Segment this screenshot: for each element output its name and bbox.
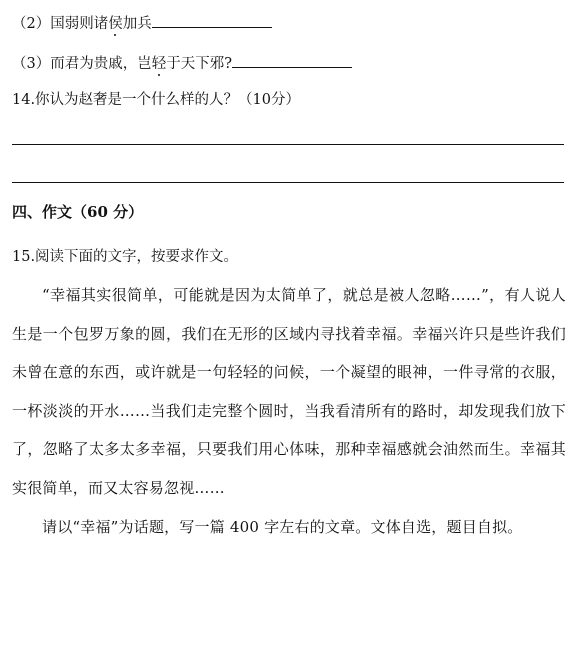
question-2-suffix: 加兵 <box>122 16 152 32</box>
question-14 <box>12 90 300 110</box>
question-14-text: 14.你认为赵奢是一个什么样的人？（10分） <box>12 92 301 108</box>
question-3 <box>12 52 352 74</box>
section-4-title-text: 四、作文（60 分） <box>12 203 144 221</box>
question-2-prefix: （2）国弱则诸 <box>12 16 109 32</box>
answer-line-1[interactable] <box>12 144 564 145</box>
essay-instruction: 请以“幸福”为话题，写一篇 400 字左右的文章。文体自选，题目自拟。 <box>42 518 523 536</box>
question-15-prompt <box>12 247 238 267</box>
question-3-prefix: （3）而君为贵戚，岂 <box>12 56 152 72</box>
question-2-answer-blank[interactable] <box>152 12 272 28</box>
question-2 <box>12 12 272 34</box>
question-3-suffix: 于天下邪? <box>166 56 233 72</box>
question-2-dotted-char: 侯 <box>108 16 123 32</box>
answer-line-2[interactable] <box>12 182 564 183</box>
question-3-answer-blank[interactable] <box>232 52 352 68</box>
essay-passage: “幸福其实很简单，可能就是因为太简单了，就总是被人忽略……”，有人说人生是一个包罗万象的圆，我们在无形的区域内寻找着幸福。幸福兴许只是些许我们未曾在意的东西，或许就是一句轻轻的问候，一个凝望的眼神，一件寻常的衣服，一杯淡淡的开水……当我们走完整个圆时，当我看清所有的路时，却发现我们放下了，忽略了太多太多幸福，只要我们用心体味，那种幸福感就会油然而生。幸福其实很简单，而又太容易忽视…… <box>12 286 566 497</box>
question-15-prompt-text: 15.阅读下面的文字，按要求作文。 <box>12 249 239 265</box>
question-3-dotted-char: 轻 <box>151 56 167 72</box>
section-4-title <box>12 202 143 222</box>
